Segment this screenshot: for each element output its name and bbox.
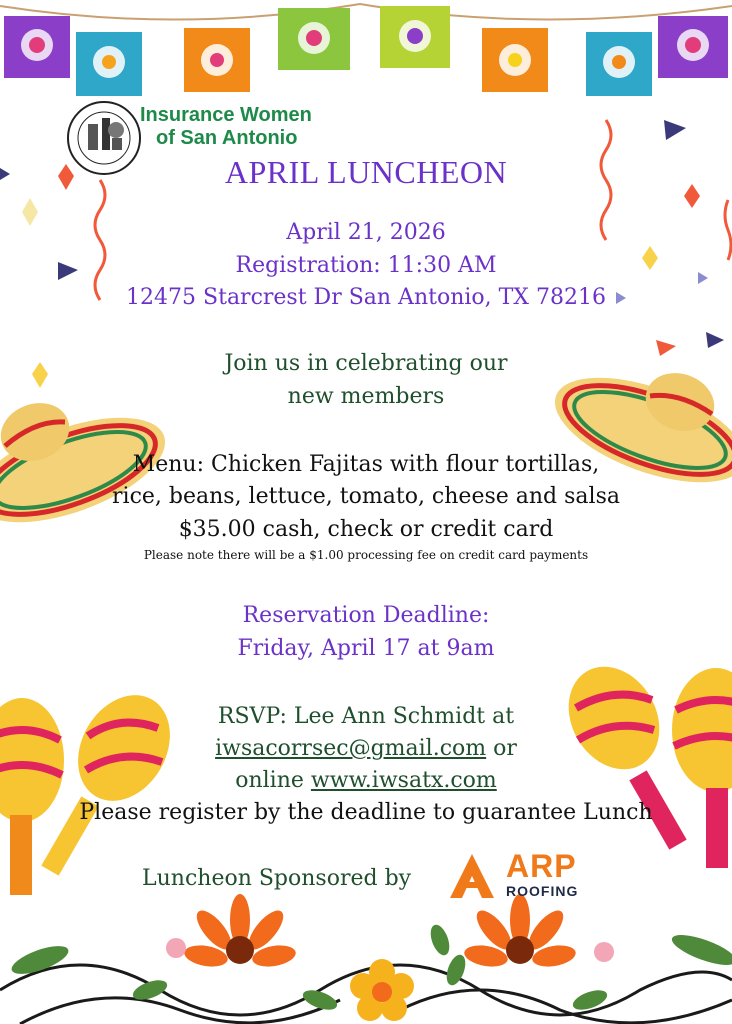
rsvp-contact: RSVP: Lee Ann Schmidt at — [217, 704, 515, 729]
menu-line1: Menu: Chicken Fajitas with flour tortillas, — [132, 452, 600, 477]
rsvp-or-text: or — [493, 736, 517, 761]
menu-processing-fee-note: Please note there will be a $1.00 processing fee on credit card payments — [143, 548, 589, 562]
celebration-line2: new members — [287, 384, 445, 409]
organization-name-line2: of San Antonio — [156, 127, 298, 149]
arp-a-mark-icon — [448, 852, 496, 900]
rsvp-online-prefix: online — [235, 768, 304, 793]
menu-line2: rice, beans, lettuce, tomato, cheese and salsa — [112, 484, 620, 509]
flower-orange — [463, 894, 578, 970]
reservation-deadline-date: Friday, April 17 at 9am — [237, 636, 495, 661]
sponsor-logo — [448, 850, 608, 902]
celebration-line1: Join us in celebrating our — [224, 351, 508, 376]
flower-orange — [183, 894, 298, 970]
reservation-deadline-label: Reservation Deadline: — [242, 603, 490, 628]
sponsor-logo-subtext: ROOFING — [506, 883, 579, 899]
register-deadline-note: Please register by the deadline to guarantee Lunch — [79, 800, 653, 825]
event-address: 12475 Starcrest Dr San Antonio, TX 78216 — [126, 285, 606, 310]
organization-name — [140, 104, 312, 150]
rsvp-email-link[interactable]: iwsacorrsec@gmail.com — [215, 736, 487, 761]
flower-yellow — [350, 959, 414, 1021]
rsvp-email-line — [0, 736, 732, 761]
organization-name-line1: Insurance Women — [140, 104, 312, 126]
menu-price: $35.00 cash, check or credit card — [178, 517, 554, 542]
event-registration-time: Registration: 11:30 AM — [235, 253, 497, 278]
sponsor-logo-word: ARP — [506, 848, 577, 884]
rsvp-online-line — [0, 768, 732, 793]
event-title: APRIL LUNCHEON — [224, 154, 508, 190]
sponsor-label: Luncheon Sponsored by — [142, 866, 412, 891]
event-date: April 21, 2026 — [286, 220, 446, 245]
rsvp-website-link[interactable]: www.iwsatx.com — [310, 768, 497, 793]
